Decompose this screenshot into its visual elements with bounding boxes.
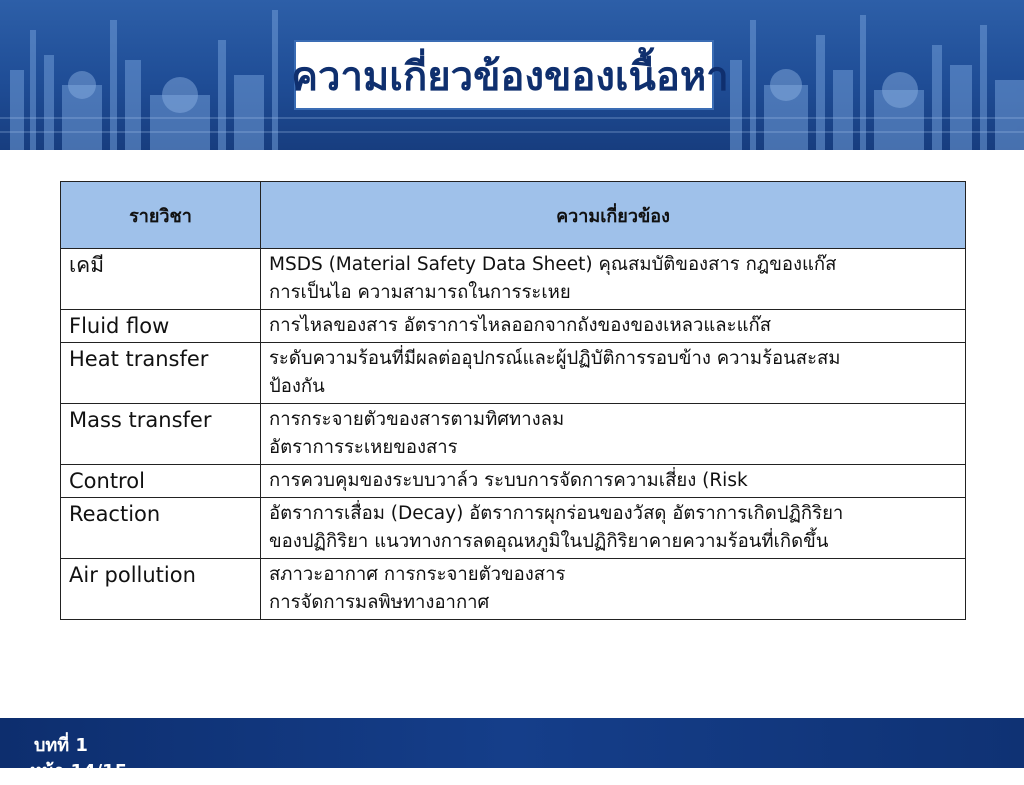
subject-cell: Fluid flow	[61, 310, 261, 343]
footer-bar	[0, 718, 1024, 782]
relevance-line: อัตราการเสื่อม (Decay) อัตราการผุกร่อนของวัสดุ อัตราการเกิดปฏิกิริยา	[269, 503, 844, 524]
relevance-table	[60, 181, 966, 620]
table-row	[61, 498, 966, 559]
subject-cell: Air pollution	[61, 559, 261, 620]
relevance-line: การไหลของสาร อัตราการไหลออกจากถังของของเหลวและแก๊ส	[269, 315, 771, 336]
page-number: หน้า 14/15	[30, 761, 128, 782]
relevance-line: การเป็นไอ ความสามารถในการระเหย	[269, 282, 571, 303]
subject-cell: Reaction	[61, 498, 261, 559]
column-header-subject: รายวิชา	[61, 182, 261, 249]
table-row	[61, 559, 966, 620]
relevance-line: การกระจายตัวของสารตามทิศทางลม	[269, 409, 565, 430]
relevance-line: การควบคุมของระบบวาล์ว ระบบการจัดการความเสี่ยง (Risk	[269, 470, 748, 491]
page-title: ความเกี่ยวข้องของเนื้อหา	[291, 54, 729, 100]
relevance-line: ระดับความร้อนที่มีผลต่ออุปกรณ์และผู้ปฏิบัติการรอบข้าง ความร้อนสะสม	[269, 348, 841, 369]
subject-cell: Heat transfer	[61, 343, 261, 404]
subject-cell: Mass transfer	[61, 404, 261, 465]
relevance-line: สภาวะอากาศ การกระจายตัวของสาร	[269, 564, 566, 585]
relevance-cell	[261, 404, 966, 465]
table-row	[61, 249, 966, 310]
relevance-cell	[261, 310, 966, 343]
relevance-cell	[261, 465, 966, 498]
table-row	[61, 343, 966, 404]
relevance-line: ป้องกัน	[269, 376, 325, 397]
relevance-line: อัตราการระเหยของสาร	[269, 437, 458, 458]
relevance-line: การจัดการมลพิษทางอากาศ	[269, 592, 490, 613]
table-row	[61, 310, 966, 343]
relevance-cell	[261, 498, 966, 559]
relevance-cell	[261, 343, 966, 404]
relevance-line: MSDS (Material Safety Data Sheet) คุณสมบัติของสาร กฎของแก๊ส	[269, 254, 837, 275]
column-header-relevance: ความเกี่ยวข้อง	[261, 182, 966, 249]
table-row	[61, 404, 966, 465]
relevance-cell	[261, 559, 966, 620]
subject-cell: Control	[61, 465, 261, 498]
chapter-label: บทที่ 1	[34, 735, 88, 756]
relevance-cell	[261, 249, 966, 310]
table-header-row	[61, 182, 966, 249]
table-row	[61, 465, 966, 498]
relevance-line: ของปฏิกิริยา แนวทางการลดอุณหภูมิในปฏิกิริยาคายความร้อนที่เกิดขึ้น	[269, 531, 829, 552]
subject-cell: เคมี	[61, 249, 261, 310]
